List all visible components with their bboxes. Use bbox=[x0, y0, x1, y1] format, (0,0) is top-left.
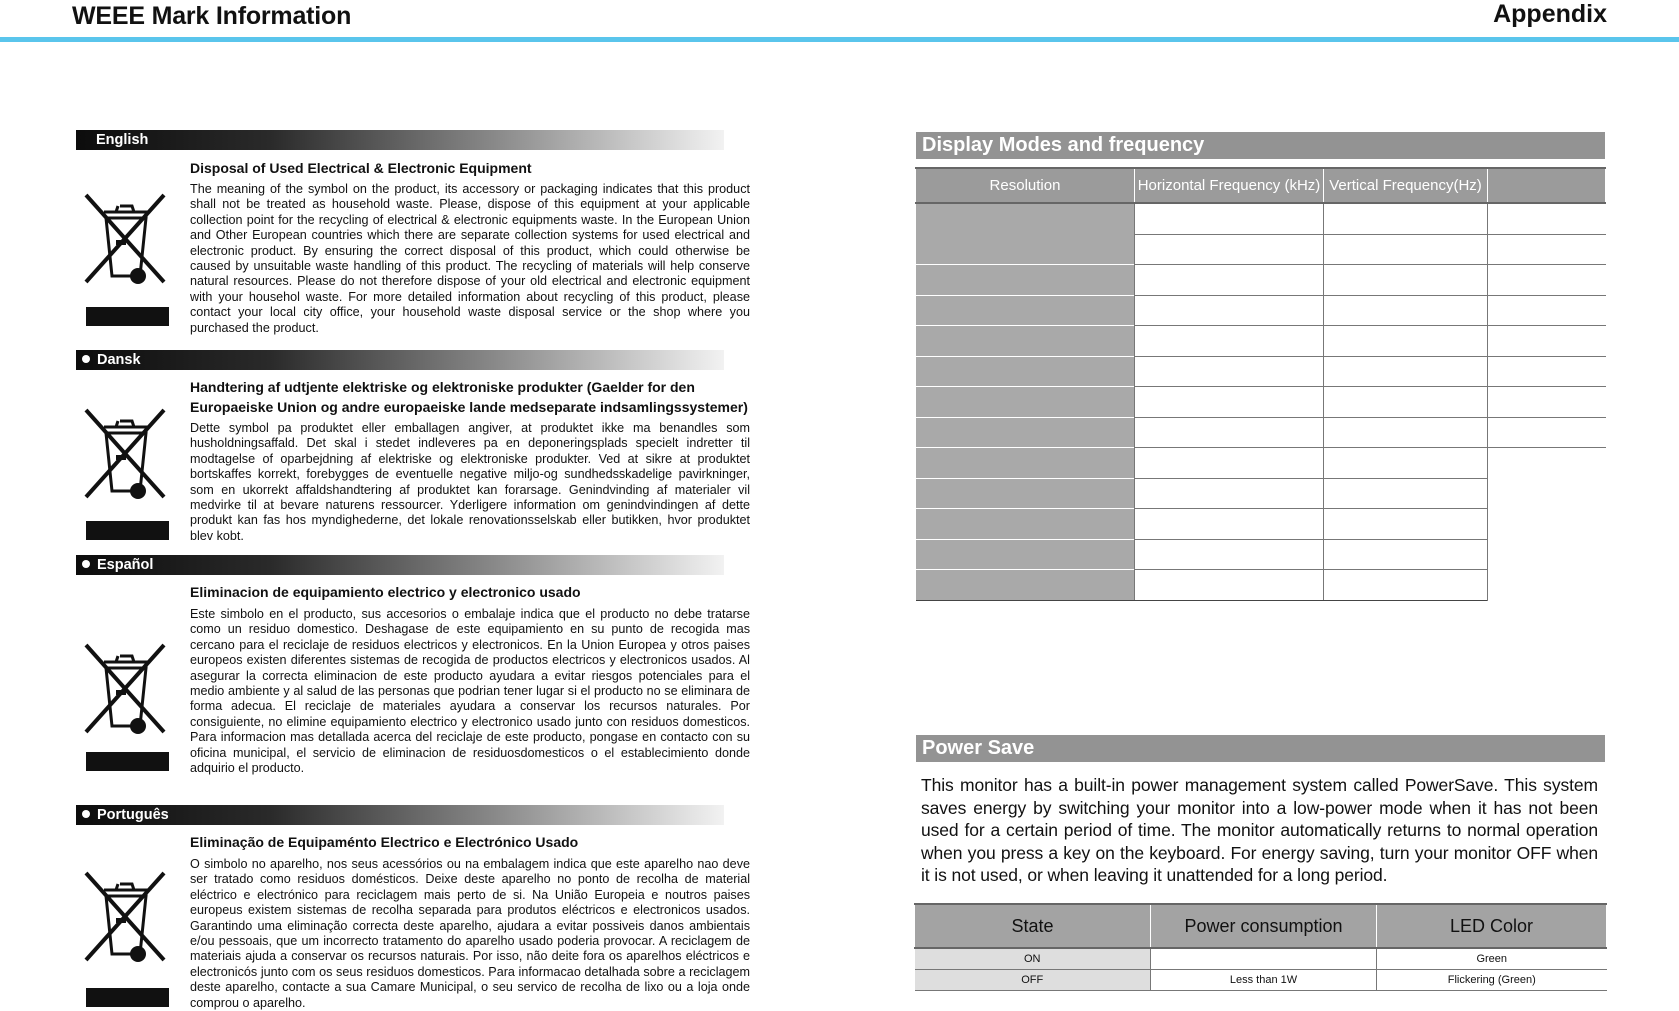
table-cell bbox=[1135, 448, 1324, 479]
crossed-bin-icon bbox=[76, 640, 176, 750]
power-state-table bbox=[914, 903, 1607, 991]
table-cell bbox=[916, 417, 1135, 448]
table-cell bbox=[1135, 234, 1324, 265]
table-cell bbox=[1488, 265, 1606, 296]
table-cell bbox=[1488, 448, 1606, 601]
table-cell bbox=[1324, 234, 1488, 265]
table-cell bbox=[916, 295, 1135, 326]
section-body: O simbolo no aparelho, nos seus acessórios ou na embalagem indica que este aparelho nao deve ser tratado como residuos domésticos. Deixe deste aparelho no ponto de recolha de material eléctrico e electrónico para reciclagem mais perto de si. Na União Europeia e noutros paises europeus existem sistemas de recolha separada para produtos eléctricos e electronicos usados. Garantindo uma eliminação correcta deste aparelho, ajudara a evitar possiveis danos ambientais e/ou pessoais, que um incorrecto tratamento do aparelho usado poderia provocar. A reciclagem de materiais ajuda a conservar os recursos naturais. Por isso, não deite fora os aparelhos eléctricos e electronicós junto com os seus residuos domesticos. Para informacao detalhada sobre a reciclagem deste aparelho, contacte a sua Camare Municipal, o seu servico de recolha de lixo ou a loja onde comprou o aparelho. bbox=[190, 857, 750, 1010]
table-cell bbox=[916, 570, 1135, 601]
bullet-icon bbox=[82, 355, 90, 363]
table-row bbox=[916, 448, 1606, 479]
section-title: Handtering af udtjente elektriske og elektroniske produkter (Gaelder for den Europaeiske Union og andre europaeiske lande medseparate indsamlingssystemer) bbox=[190, 379, 748, 415]
section-label: Appendix bbox=[1493, 0, 1607, 28]
table-row bbox=[916, 356, 1606, 387]
table-cell bbox=[1324, 448, 1488, 479]
table-cell bbox=[1135, 387, 1324, 418]
language-bar-english bbox=[76, 130, 724, 150]
black-bar bbox=[86, 752, 169, 771]
table-row bbox=[916, 387, 1606, 418]
section-body: The meaning of the symbol on the product, its accessory or packaging indicates that this product shall not be treated as household waste. Please, dispose of this equipment at your applicable collection point for the recycling of electrical & electronic equipments waste. In the European Union and Other European countries which there are separate collection systems for used electrical and electronic product. By ensuring the correct disposal of this product, which could otherwise be caused by unsuitable waste handling of this product. The recycling of materials will help conserve natural resources. Please do not therefore dispose of your old electrical and electronic equipment with your househol waste. For more detailed information about recycling of this product, please contact your local city office, your household waste disposal service or the shop where you purchased the product. bbox=[190, 182, 750, 335]
table-cell bbox=[916, 509, 1135, 540]
table-cell bbox=[1135, 265, 1324, 296]
language-label: Dansk bbox=[97, 352, 141, 368]
table-cell bbox=[1135, 539, 1324, 570]
table-cell bbox=[1324, 478, 1488, 509]
language-label: Português bbox=[97, 807, 169, 823]
section-title: Eliminação de Equipaménto Electrico e Electrónico Usado bbox=[190, 834, 579, 850]
table-row bbox=[915, 970, 1607, 991]
table-cell bbox=[1488, 387, 1606, 418]
table-cell bbox=[916, 265, 1135, 296]
section-body: Este simbolo en el producto, sus accesorios o embalaje indica que el producto no debe tratarse como un residuo domestico. Deshagase de este equipamiento en su punto de recogida mas cercano para el reciclaje de residuos electricos y electronicos. En la Union Europea y otros paises europeos existen diferentes sistemas de recogida de productos electricos y electronicos usados. Al asegurar la correcta eliminacion de este producto ayudara a evitar riesgos potenciales para el medio ambiente y al salud de las personas que podrian tener lugar si el producto no se eliminara de forma adecua. El reciclaje de materiales ayudara a conservar los recursos naturales. Por consiguiente, no elimine equipamiento electrico y electronico usado junto con residuos domesticos. Para informacion mas detallada acerca del reciclaje de este producto, pongase en contacto con su oficina municipal, el servicio de eliminacion de residuosdomesticos o el establecimiento donde adquirio el producto. bbox=[190, 607, 750, 776]
table-cell bbox=[916, 203, 1135, 265]
table-cell bbox=[1135, 570, 1324, 601]
table-cell bbox=[1324, 265, 1488, 296]
bullet-icon bbox=[82, 560, 90, 568]
table-cell bbox=[1488, 295, 1606, 326]
page-title: WEEE Mark Information bbox=[72, 2, 352, 30]
section-title: Disposal of Used Electrical & Electronic Equipment bbox=[190, 160, 532, 176]
table-cell bbox=[1324, 570, 1488, 601]
table-cell bbox=[1135, 509, 1324, 540]
table-cell bbox=[1488, 356, 1606, 387]
table-cell bbox=[1488, 203, 1606, 234]
table-row bbox=[916, 295, 1606, 326]
table-cell bbox=[1151, 948, 1377, 970]
language-bar-dansk bbox=[76, 350, 724, 370]
table-cell bbox=[916, 448, 1135, 479]
language-label: English bbox=[96, 132, 149, 148]
power-save-description: This monitor has a built-in power management system called PowerSave. This system saves energy by switching your monitor into a low-power mode when it has not been used for a certain period of time. The monitor automatically returns to normal operation when you press a key on the keyboard. For energy saving, turn your monitor OFF when it is not used, or when leaving it unattended for a long period. bbox=[921, 775, 1598, 885]
table-cell: Green bbox=[1377, 948, 1607, 970]
display-modes-header: Display Modes and frequency bbox=[916, 132, 1605, 159]
column-header: Vertical Frequency(Hz) bbox=[1324, 168, 1488, 203]
table-cell bbox=[1135, 295, 1324, 326]
table-cell bbox=[1324, 203, 1488, 234]
table-cell bbox=[1324, 295, 1488, 326]
black-bar bbox=[86, 521, 169, 540]
table-cell bbox=[1135, 203, 1324, 234]
table-cell bbox=[1324, 387, 1488, 418]
section-title: Eliminacion de equipamiento electrico y electronico usado bbox=[190, 584, 581, 600]
table-header-row bbox=[916, 168, 1606, 203]
column-header: State bbox=[915, 904, 1151, 948]
table-cell bbox=[1324, 356, 1488, 387]
black-bar bbox=[86, 988, 169, 1007]
table-cell bbox=[1324, 326, 1488, 357]
table-cell bbox=[916, 326, 1135, 357]
table-cell bbox=[1324, 509, 1488, 540]
power-save-header: Power Save bbox=[916, 735, 1605, 762]
table-cell bbox=[916, 356, 1135, 387]
column-header: Power consumption bbox=[1151, 904, 1377, 948]
table-cell bbox=[916, 539, 1135, 570]
table-row bbox=[916, 265, 1606, 296]
table-cell: Flickering (Green) bbox=[1377, 970, 1607, 991]
table-cell bbox=[916, 387, 1135, 418]
display-modes-table bbox=[915, 167, 1606, 601]
table-cell bbox=[1488, 417, 1606, 448]
table-cell bbox=[1324, 417, 1488, 448]
crossed-bin-icon bbox=[76, 868, 176, 978]
table-row bbox=[916, 326, 1606, 357]
language-bar-espanol bbox=[76, 555, 724, 575]
column-header bbox=[1488, 168, 1606, 203]
header-rule bbox=[0, 37, 1679, 42]
table-row bbox=[915, 948, 1607, 970]
language-label: Español bbox=[97, 557, 154, 573]
column-header: LED Color bbox=[1377, 904, 1607, 948]
table-cell bbox=[1135, 417, 1324, 448]
table-cell bbox=[1135, 326, 1324, 357]
table-cell bbox=[1324, 539, 1488, 570]
table-cell bbox=[1488, 234, 1606, 265]
table-cell bbox=[1488, 326, 1606, 357]
crossed-bin-icon bbox=[76, 190, 176, 300]
column-header: Resolution bbox=[916, 168, 1135, 203]
table-cell: Less than 1W bbox=[1151, 970, 1377, 991]
table-header-row bbox=[915, 904, 1607, 948]
table-cell: ON bbox=[915, 948, 1151, 970]
black-bar bbox=[86, 307, 169, 326]
table-cell bbox=[1135, 356, 1324, 387]
column-header: Horizontal Frequency (kHz) bbox=[1135, 168, 1324, 203]
table-row bbox=[916, 203, 1606, 234]
section-body: Dette symbol pa produktet eller emballagen angiver, at produktet ikke ma benandles som husholdningsaffald. Det skal i stedet indleveres pa en deponeringsplads specielt indretter til modtagelse of oparbejdning af elektriske og elektroniske produkter. Ved at sikre at produktet bortskaffes korrekt, forebygges de eventuelle negative miljo-og sundhedsskadelige pavirkninger, som en ukorrekt affaldshandtering af produktet kan forarsage. Genindvinding af materialer vil medvirke til at bevare naturens ressourcer. Yderligere information om genindvindingen af dette produkt kan fas hos myndighederne, det lokale renovationsselskab eller butikken, hvor produktet blev kobt. bbox=[190, 421, 750, 543]
crossed-bin-icon bbox=[76, 405, 176, 515]
table-cell: OFF bbox=[915, 970, 1151, 991]
table-cell bbox=[916, 478, 1135, 509]
table-row bbox=[916, 417, 1606, 448]
bullet-icon bbox=[82, 810, 90, 818]
table-cell bbox=[1135, 478, 1324, 509]
language-bar-portugues bbox=[76, 805, 724, 825]
